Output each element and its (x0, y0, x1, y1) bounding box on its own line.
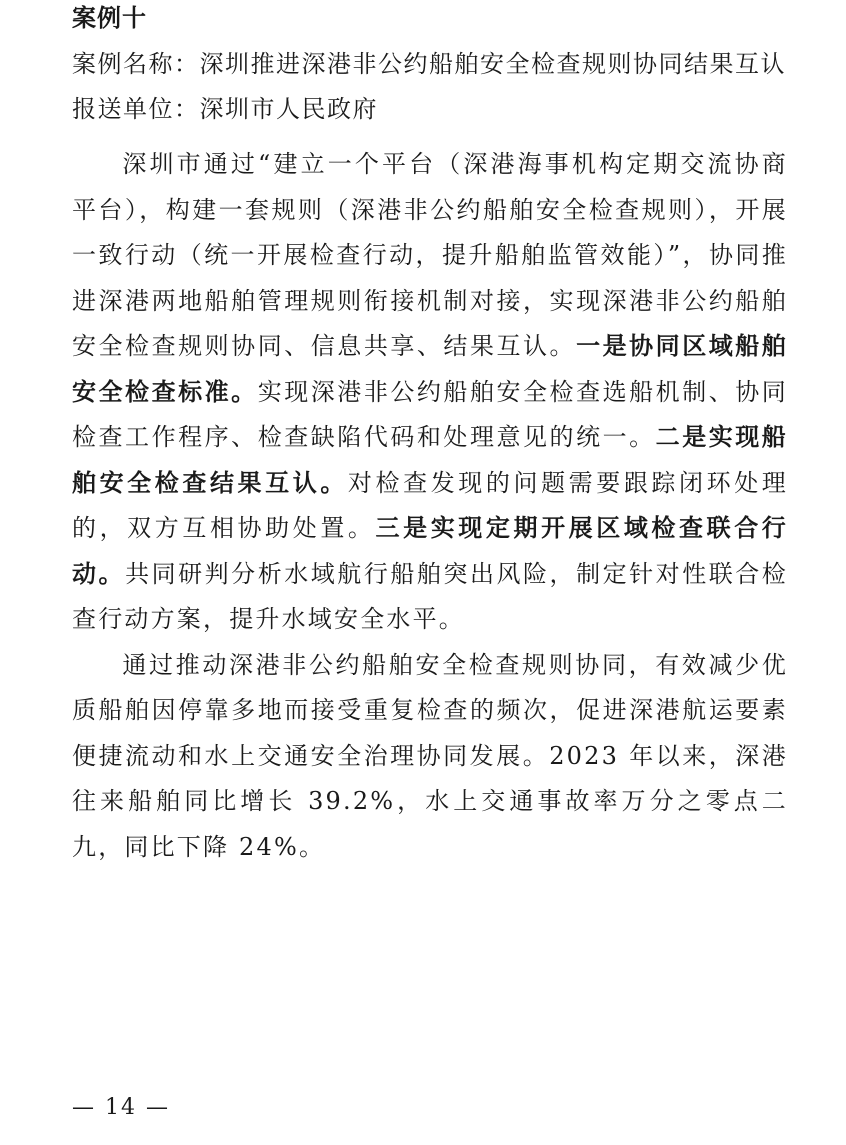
document-body (72, 142, 788, 870)
paragraph-1-intro: 深圳市通过“建立一个平台（深港海事机构定期交流协商平台），构建一套规则（深港非公约船舶安全检查规则），开展一致行动（统一开展检查行动，提升船舶监管效能）”，协同推进深港两地船舶管理规则衔接机制对接，实现深港非公约船舶安全检查规则协同、信息共享、结果互认。 (72, 150, 788, 360)
case-name-label: 案例名称： (72, 50, 200, 78)
case-heading: 案例十 (72, 4, 147, 32)
paragraph-2: 通过推动深港非公约船舶安全检查规则协同，有效减少优质船舶因停靠多地而接受重复检查的频次，促进深港航运要素便捷流动和水上交通安全治理协同发展。2023 年以来，深港往来船舶同比增长 39.2%，水上交通事故率万分之零点二九，同比下降 24%。 (72, 650, 788, 861)
point-2-title: 二是实现船舶安全检查结果互认。 (72, 423, 788, 497)
case-name-line (72, 48, 792, 80)
submitting-unit-value: 深圳市人民政府 (199, 95, 378, 123)
case-name-value: 深圳推进深港非公约船舶安全检查规则协同结果互认 (199, 50, 786, 78)
point-1-text: 实现深港非公约船舶安全检查选船机制、协同检查工作程序、检查缺陷代码和处理意见的统一。 (72, 377, 788, 451)
page-number: — 14 — (72, 1095, 170, 1120)
submitting-unit-line (72, 93, 792, 125)
point-2-text: 对检查发现的问题需要跟踪闭环处理的，双方互相协助处置。 (72, 468, 788, 542)
point-3-text: 共同研判分析水域航行船舶突出风险，制定针对性联合检查行动方案，提升水域安全水平。 (72, 559, 788, 633)
paragraph-1 (72, 142, 788, 643)
point-1-title: 一是协同区域船舶安全检查标准。 (72, 332, 788, 406)
submitting-unit-label: 报送单位： (72, 95, 200, 123)
point-3-title: 三是实现定期开展区域检查联合行动。 (72, 514, 789, 588)
